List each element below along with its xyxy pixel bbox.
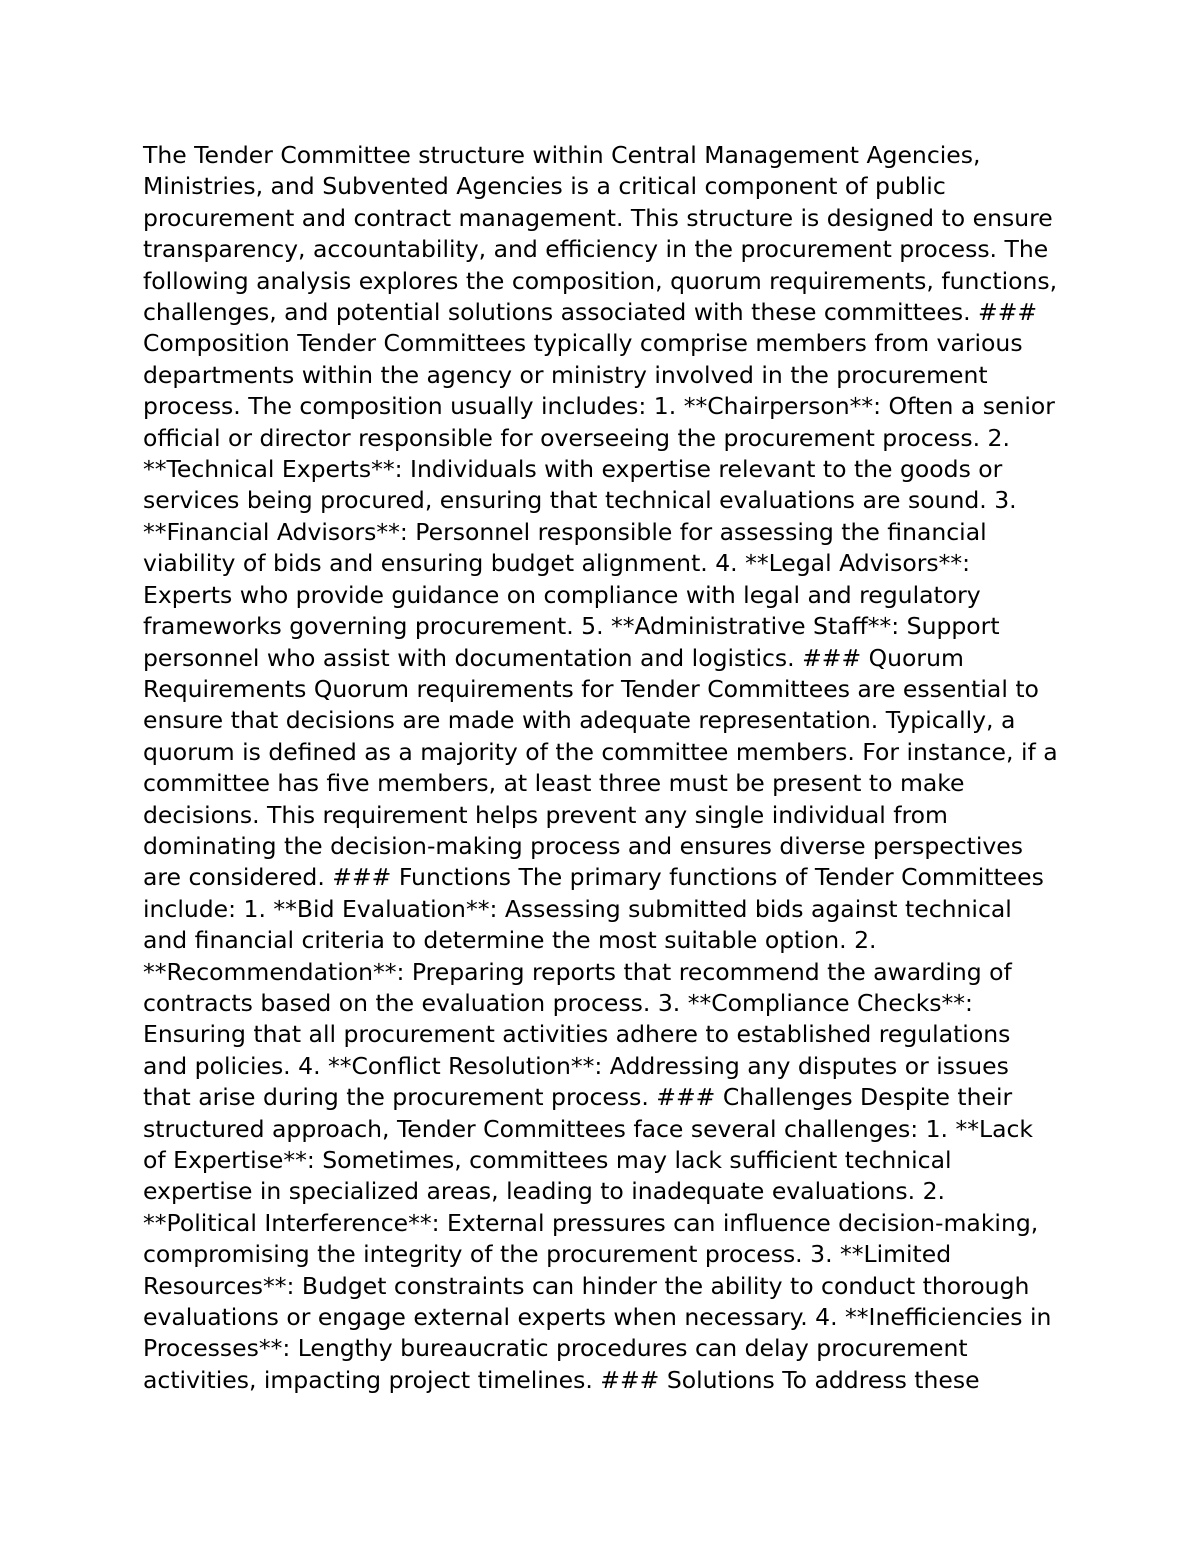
body-text [143, 140, 1073, 1396]
text-line: that arise during the procurement process. ### Challenges Despite their [143, 1083, 1013, 1112]
text-line: Experts who provide guidance on compliance with legal and regulatory [143, 580, 981, 609]
text-line: challenges, and potential solutions associated with these committees. ### [143, 298, 1038, 327]
text-line: Resources**: Budget constraints can hinder the ability to conduct thorough [143, 1271, 1030, 1300]
text-line: activities, impacting project timelines. ### Solutions To address these [143, 1365, 980, 1394]
text-line: personnel who assist with documentation and logistics. ### Quorum [143, 643, 964, 672]
text-line: evaluations or engage external experts when necessary. 4. **Inefficiencies in [143, 1303, 1052, 1332]
text-line: Requirements Quorum requirements for Tender Committees are essential to [143, 674, 1039, 703]
text-line: contracts based on the evaluation process. 3. **Compliance Checks**: [143, 988, 973, 1017]
text-line: are considered. ### Functions The primary functions of Tender Committees [143, 863, 1044, 892]
text-line: and financial criteria to determine the most suitable option. 2. [143, 926, 877, 955]
text-line: committee has five members, at least three must be present to make [143, 769, 965, 798]
text-line: transparency, accountability, and efficiency in the procurement process. The [143, 235, 1049, 264]
text-line: **Technical Experts**: Individuals with expertise relevant to the goods or [143, 455, 1003, 484]
text-line: Ensuring that all procurement activities adhere to established regulations [143, 1020, 1011, 1049]
text-line: following analysis explores the composition, quorum requirements, functions, [143, 266, 1058, 295]
text-line: quorum is defined as a majority of the committee members. For instance, if a [143, 737, 1058, 766]
text-line: The Tender Committee structure within Central Management Agencies, [143, 141, 981, 169]
text-line: ensure that decisions are made with adequate representation. Typically, a [143, 706, 1016, 735]
text-line: structured approach, Tender Committees face several challenges: 1. **Lack [143, 1114, 1034, 1143]
text-line: **Financial Advisors**: Personnel responsible for assessing the financial [143, 517, 987, 546]
text-line: **Political Interference**: External pressures can influence decision-making, [143, 1208, 1039, 1237]
text-line: process. The composition usually includes: 1. **Chairperson**: Often a senior [143, 392, 1055, 421]
text-line: services being procured, ensuring that technical evaluations are sound. 3. [143, 486, 1017, 515]
text-line: Ministries, and Subvented Agencies is a critical component of public [143, 172, 946, 201]
text-line: viability of bids and ensuring budget alignment. 4. **Legal Advisors**: [143, 549, 971, 578]
text-line: frameworks governing procurement. 5. **Administrative Staff**: Support [143, 612, 1000, 641]
text-line: expertise in specialized areas, leading to inadequate evaluations. 2. [143, 1177, 946, 1206]
text-line: official or director responsible for overseeing the procurement process. 2. [143, 423, 1010, 452]
text-line: compromising the integrity of the procurement process. 3. **Limited [143, 1240, 952, 1269]
text-line: **Recommendation**: Preparing reports that recommend the awarding of [143, 957, 1012, 986]
text-line: procurement and contract management. This structure is designed to ensure [143, 203, 1053, 232]
text-line: Composition Tender Committees typically comprise members from various [143, 329, 1023, 358]
text-line: departments within the agency or ministry involved in the procurement [143, 360, 988, 389]
text-line: of Expertise**: Sometimes, committees may lack sufficient technical [143, 1146, 952, 1174]
text-line: Processes**: Lengthy bureaucratic procedures can delay procurement [143, 1334, 968, 1363]
text-line: and policies. 4. **Conflict Resolution**: Addressing any disputes or issues [143, 1051, 1009, 1080]
text-line: include: 1. **Bid Evaluation**: Assessing submitted bids against technical [143, 894, 1012, 923]
text-line: decisions. This requirement helps prevent any single individual from [143, 800, 948, 829]
text-line: dominating the decision-making process and ensures diverse perspectives [143, 831, 1023, 860]
